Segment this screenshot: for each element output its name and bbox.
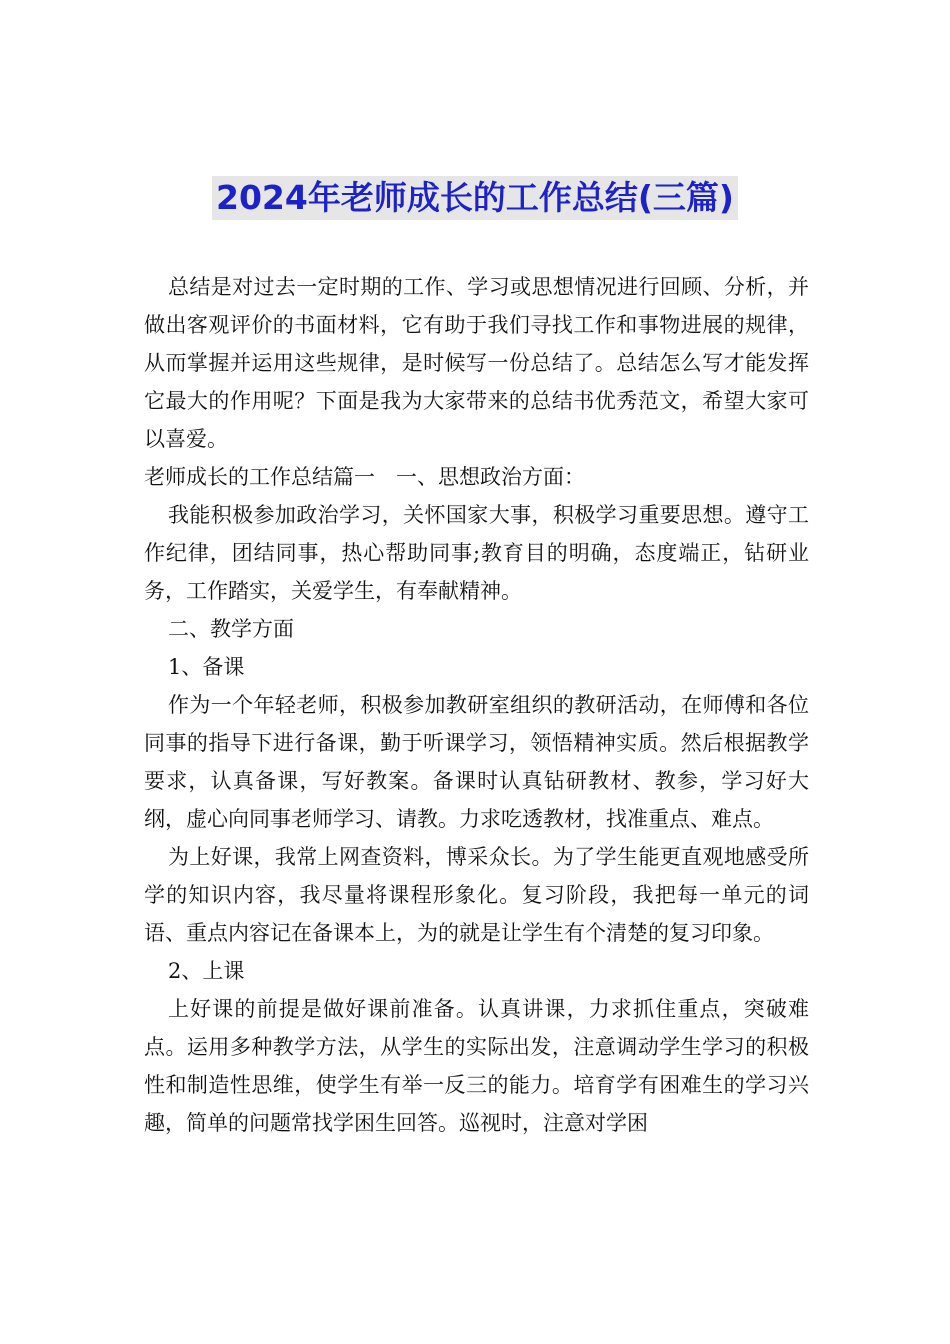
section-heading-part-one: 老师成长的工作总结篇一 一、思想政治方面：	[144, 465, 585, 489]
materials-paragraph: 为上好课，我常上网查资料，博采众长。为了学生能更直观地感受所学的知识内容，我尽量将课程形象化。复习阶段，我把每一单元的词语、重点内容记在备课本上，为的就是让学生有个清楚的复习印象。	[144, 845, 809, 945]
political-paragraph: 我能积极参加政治学习，关怀国家大事，积极学习重要思想。遵守工作纪律，团结同事，热心帮助同事;教育目的明确，态度端正，钻研业务，工作踏实，关爱学生，有奉献精神。	[144, 503, 809, 603]
document-title: 2024年老师成长的工作总结(三篇)	[212, 176, 738, 220]
class-paragraph: 上好课的前提是做好课前准备。认真讲课，力求抓住重点，突破难点。运用多种教学方法，从学生的实际出发，注意调动学生学习的积极性和制造性思维，使学生有举一反三的能力。培育学有困难生的学习兴趣，简单的问题常找学困生回答。巡视时，注意对学困	[144, 997, 809, 1135]
document-body	[144, 268, 809, 1142]
class-heading: 2、上课	[168, 959, 245, 983]
intro-paragraph: 总结是对过去一定时期的工作、学习或思想情况进行回顾、分析，并做出客观评价的书面材料，它有助于我们寻找工作和事物进展的规律，从而掌握并运用这些规律，是时候写一份总结了。总结怎么写才能发挥它最大的作用呢？下面是我为大家带来的总结书优秀范文，希望大家可以喜爱。	[144, 275, 809, 451]
lesson-prep-heading: 1、备课	[168, 655, 245, 679]
title-container	[0, 176, 950, 220]
lesson-prep-paragraph: 作为一个年轻老师，积极参加教研室组织的教研活动，在师傅和各位同事的指导下进行备课，勤于听课学习，领悟精神实质。然后根据教学要求，认真备课，写好教案。备课时认真钻研教材、教参，学习好大纲，虚心向同事老师学习、请教。力求吃透教材，找准重点、难点。	[144, 693, 809, 831]
teaching-heading: 二、教学方面	[168, 617, 294, 641]
